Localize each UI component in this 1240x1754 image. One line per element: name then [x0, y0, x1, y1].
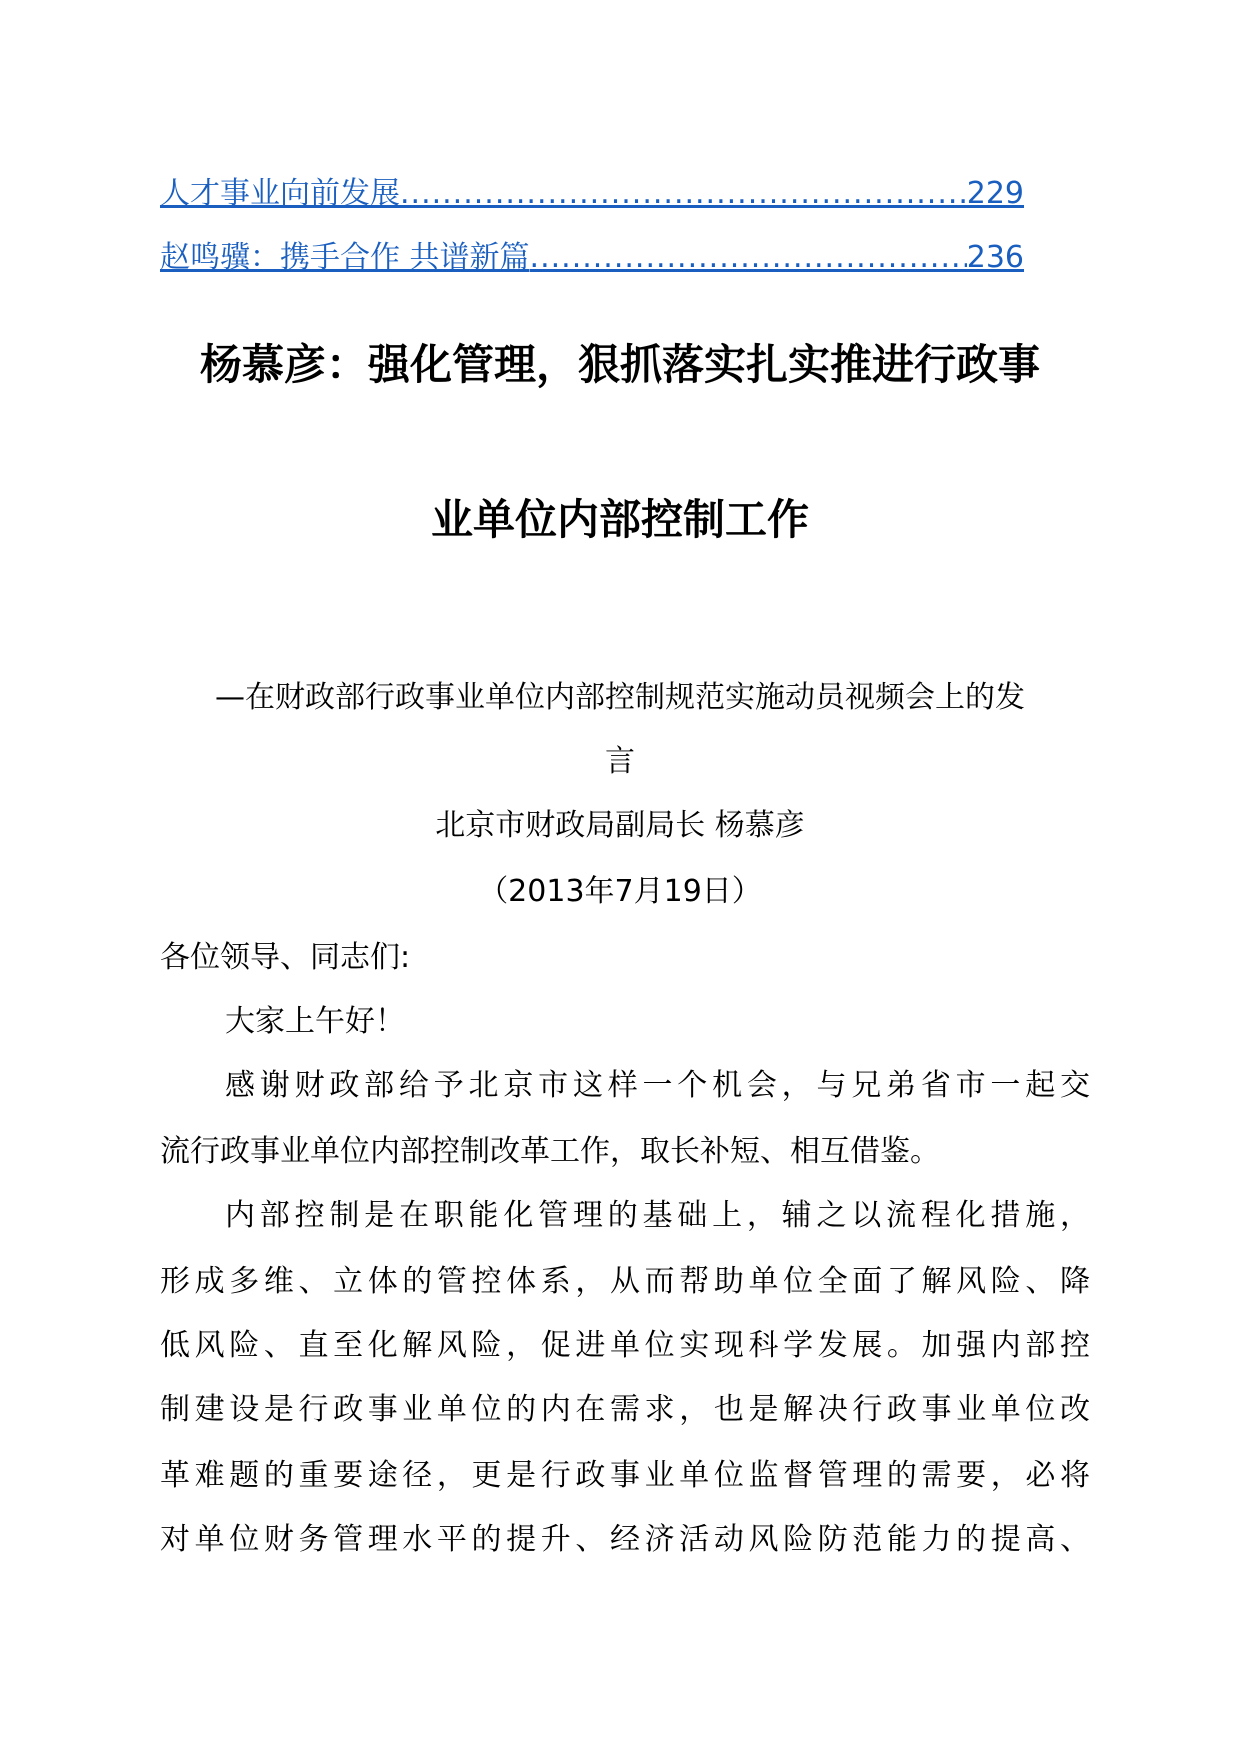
date-line: （2013年7月19日）	[478, 874, 762, 909]
author-line: 北京市财政局副局长 杨慕彦	[435, 808, 805, 843]
paragraph-2-line-5: 革难题的重要途径，更是行政事业单位监督管理的需要，必将	[160, 1458, 1090, 1493]
greeting: 大家上午好！	[225, 1004, 405, 1039]
toc-entry-title[interactable]: 赵鸣骥：携手合作 共谱新篇	[160, 240, 530, 275]
toc-entry-1[interactable]	[160, 172, 1024, 216]
toc-entry-2[interactable]	[160, 236, 1024, 280]
document-title-line-2: 业单位内部控制工作	[430, 495, 809, 544]
paragraph-2-line-2: 形成多维、立体的管控体系，从而帮助单位全面了解风险、降	[160, 1264, 1090, 1299]
paragraph-2-line-1: 内部控制是在职能化管理的基础上，辅之以流程化措施，	[225, 1198, 1090, 1233]
document-title-line-1: 杨慕彦：强化管理，狠抓落实扎实推进行政事	[199, 340, 1040, 389]
salutation: 各位领导、同志们:	[160, 940, 411, 975]
paragraph-2-line-3: 低风险、直至化解风险，促进单位实现科学发展。加强内部控	[160, 1328, 1090, 1363]
paragraph-1-line-1: 感谢财政部给予北京市这样一个机会，与兄弟省市一起交	[225, 1068, 1090, 1103]
subtitle-line-1: —在财政部行政事业单位内部控制规范实施动员视频会上的发	[215, 680, 1025, 715]
toc-entry-page[interactable]: 229	[966, 176, 1024, 211]
paragraph-2-line-6: 对单位财务管理水平的提升、经济活动风险防范能力的提高、	[160, 1522, 1090, 1557]
subtitle-line-2: 言	[605, 744, 635, 779]
toc-leader-dots	[530, 236, 967, 280]
paragraph-2-line-4: 制建设是行政事业单位的内在需求，也是解决行政事业单位改	[160, 1392, 1090, 1427]
toc-entry-page[interactable]: 236	[966, 240, 1024, 275]
paragraph-1-line-2: 流行政事业单位内部控制改革工作，取长补短、相互借鉴。	[160, 1134, 940, 1169]
toc-leader-dots	[400, 172, 967, 216]
toc-entry-title[interactable]: 人才事业向前发展	[160, 176, 400, 211]
